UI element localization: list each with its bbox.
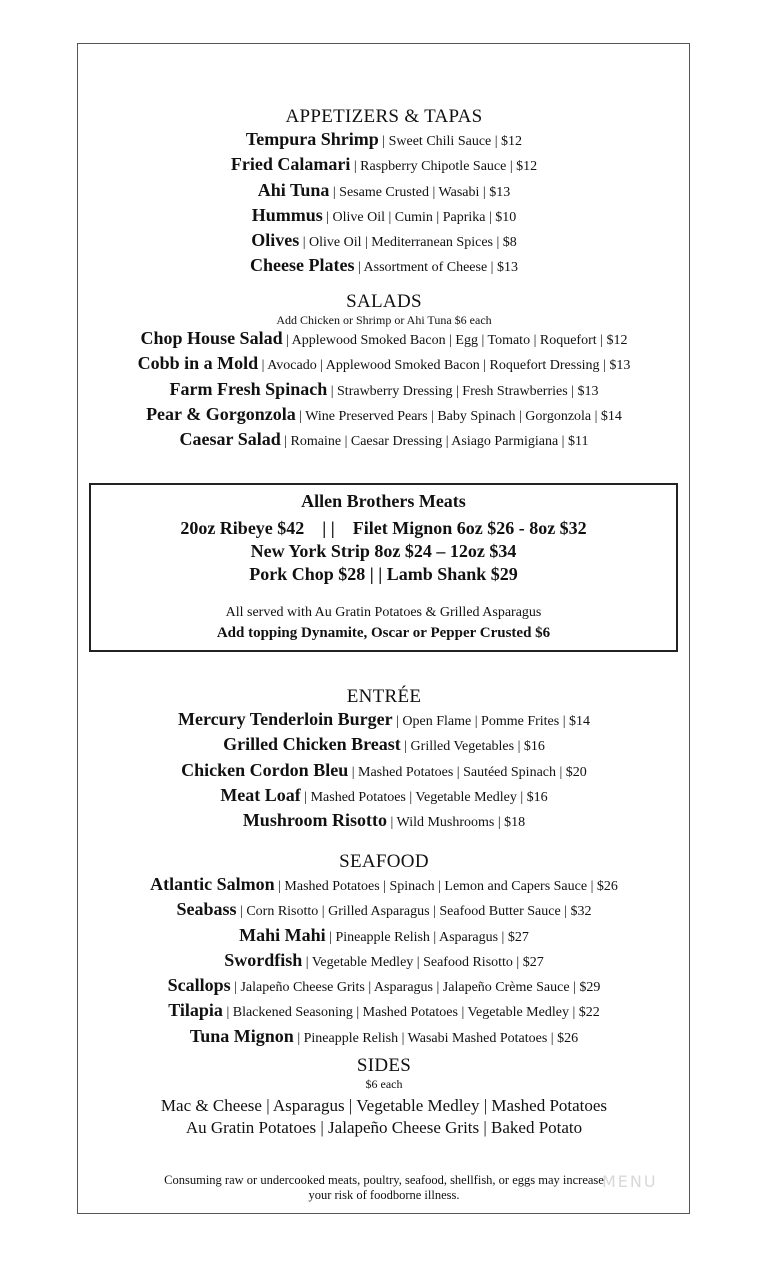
menu-item-name: Tilapia [168,1000,223,1021]
menu-item-name: Fried Calamari [230,154,351,175]
menu-item [0,784,768,809]
menu-item [0,229,768,254]
sides-section [0,1055,768,1139]
menu-item-name: Mushroom Risotto [242,810,387,831]
menu-item-name: Chop House Salad [140,328,283,348]
menu-item-name: Mercury Tenderloin Burger [177,709,393,729]
menu-item [0,352,768,377]
menu-item-details: | Vegetable Medley | Seafood Risotto | $27 [302,954,544,970]
menu-item-details: | Romaine | Caesar Dressing | Asiago Parmigiana | $11 [280,434,589,450]
menu-item-name: Olives [251,230,300,251]
menu-item-details: | Olive Oil | Cumin | Paprika | $10 [322,209,517,225]
menu-item-name: Mahi Mahi [239,924,326,945]
watermark-logo: MENU [602,1172,658,1191]
meats-topping-note [91,623,676,644]
menu-item-name: Atlantic Salmon [150,874,275,894]
sides-line: Mac & Cheese | Asparagus | Vegetable Medley | Mashed Potatoes [160,1096,608,1115]
menu-item [0,403,768,428]
menu-item-name: Seabass [176,899,237,920]
meats-line: Pork Chop $28 | | Lamb Shank $29 [249,564,518,584]
meats-box [89,483,678,652]
appetizers-heading: APPETIZERS & TAPAS [285,106,483,127]
entree-list [0,708,768,834]
menu-item-details: | Grilled Vegetables | $16 [400,739,545,755]
meats-line: New York Strip 8oz $24 – 12oz $34 [250,541,517,561]
menu-item-name: Ahi Tuna [257,179,330,200]
menu-item-name: Pear & Gorgonzola [146,403,296,424]
menu-item-name: Scallops [167,975,231,996]
menu-item-name: Tempura Shrimp [245,129,379,149]
disclaimer-line: your risk of foodborne illness. [308,1188,460,1202]
menu-item-details: | Mashed Potatoes | Sautéed Spinach | $20 [348,764,587,780]
menu-item-name: Meat Loaf [220,784,301,805]
menu-item-name: Cobb in a Mold [137,353,259,374]
menu-item-details: | Olive Oil | Mediterranean Spices | $8 [299,235,517,251]
menu-item [0,759,768,784]
menu-item-details: | Avocado | Applewood Smoked Bacon | Roquefort Dressing | $13 [258,358,631,374]
menu-item [0,327,768,352]
menu-item-details: | Pineapple Relish | Wasabi Mashed Potatoes | $26 [293,1030,579,1046]
salads-list [0,327,768,453]
sides-heading: SIDES [356,1055,412,1076]
meats-topping-text: Add topping Dynamite, Oscar or Pepper Crusted $6 [216,625,551,641]
menu-item [0,873,768,898]
menu-item [0,949,768,974]
menu-item [0,898,768,923]
sides-line: Au Gratin Potatoes | Jalapeño Cheese Grits | Baked Potato [185,1118,583,1137]
appetizers-list [0,128,768,280]
menu-item-name: Chicken Cordon Bleu [181,759,349,780]
entree-heading: ENTRÉE [346,686,422,707]
menu-item-details: | Mashed Potatoes | Spinach | Lemon and Capers Sauce | $26 [274,879,618,894]
menu-item-details: | Strawberry Dressing | Fresh Strawberries | $13 [327,383,599,399]
menu-item-name: Caesar Salad [179,429,281,450]
menu-item-details: | Wild Mushrooms | $18 [386,815,526,831]
menu-item [0,204,768,229]
menu-item [0,128,768,153]
menu-item-details: | Open Flame | Pomme Frites | $14 [392,714,591,729]
menu-item [0,254,768,279]
menu-item [0,428,768,453]
menu-item-details: | Assortment of Cheese | $13 [354,260,518,276]
menu-item-details: | Blackened Seasoning | Mashed Potatoes | Vegetable Medley | $22 [222,1005,600,1021]
seafood-section [0,851,768,1050]
menu-item [0,974,768,999]
menu-item-name: Grilled Chicken Breast [223,734,401,755]
menu-item-details: | Sesame Crusted | Wasabi | $13 [329,184,511,200]
menu-item-details: | Sweet Chili Sauce | $12 [378,134,523,149]
menu-item [0,378,768,403]
menu-item-name: Farm Fresh Spinach [169,378,328,399]
meats-title: Allen Brothers Meats [301,491,466,511]
menu-item [0,999,768,1024]
disclaimer-line: Consuming raw or undercooked meats, poultry, seafood, shellfish, or eggs may increase [164,1173,604,1187]
meats-line: 20oz Ribeye $42 | | Filet Mignon 6oz $26 - 8oz $32 [180,518,587,538]
menu-item-details: | Applewood Smoked Bacon | Egg | Tomato | Roquefort | $12 [282,333,628,348]
salads-heading: SALADS [346,291,422,312]
menu-item-name: Tuna Mignon [189,1025,294,1046]
menu-item-details: | Mashed Potatoes | Vegetable Medley | $16 [300,789,548,805]
entree-section [0,686,768,834]
sides-note: $6 each [365,1077,403,1091]
menu-item [0,1025,768,1050]
appetizers-section [0,106,768,280]
menu-item-details: | Wine Preserved Pears | Baby Spinach | Gorgonzola | $14 [295,408,622,424]
menu-item [0,924,768,949]
menu-item-details: | Corn Risotto | Grilled Asparagus | Seafood Butter Sauce | $32 [236,904,592,920]
salads-note: Add Chicken or Shrimp or Ahi Tuna $6 each [276,313,492,327]
menu-item-name: Swordfish [224,949,303,970]
meats-served-note: All served with Au Gratin Potatoes & Grilled Asparagus [225,605,542,620]
menu-item [0,179,768,204]
menu-item-name: Cheese Plates [250,255,355,276]
menu-item [0,708,768,733]
seafood-list [0,873,768,1050]
menu-item-details: | Raspberry Chipotle Sauce | $12 [350,159,538,175]
menu-item [0,809,768,834]
menu-item [0,153,768,178]
menu-item [0,733,768,758]
menu-item-details: | Pineapple Relish | Asparagus | $27 [325,929,529,945]
salads-section [0,291,768,453]
menu-item-name: Hummus [251,204,323,225]
seafood-heading: SEAFOOD [339,851,429,872]
menu-item-details: | Jalapeño Cheese Grits | Asparagus | Jalapeño Crème Sauce | $29 [230,980,601,996]
